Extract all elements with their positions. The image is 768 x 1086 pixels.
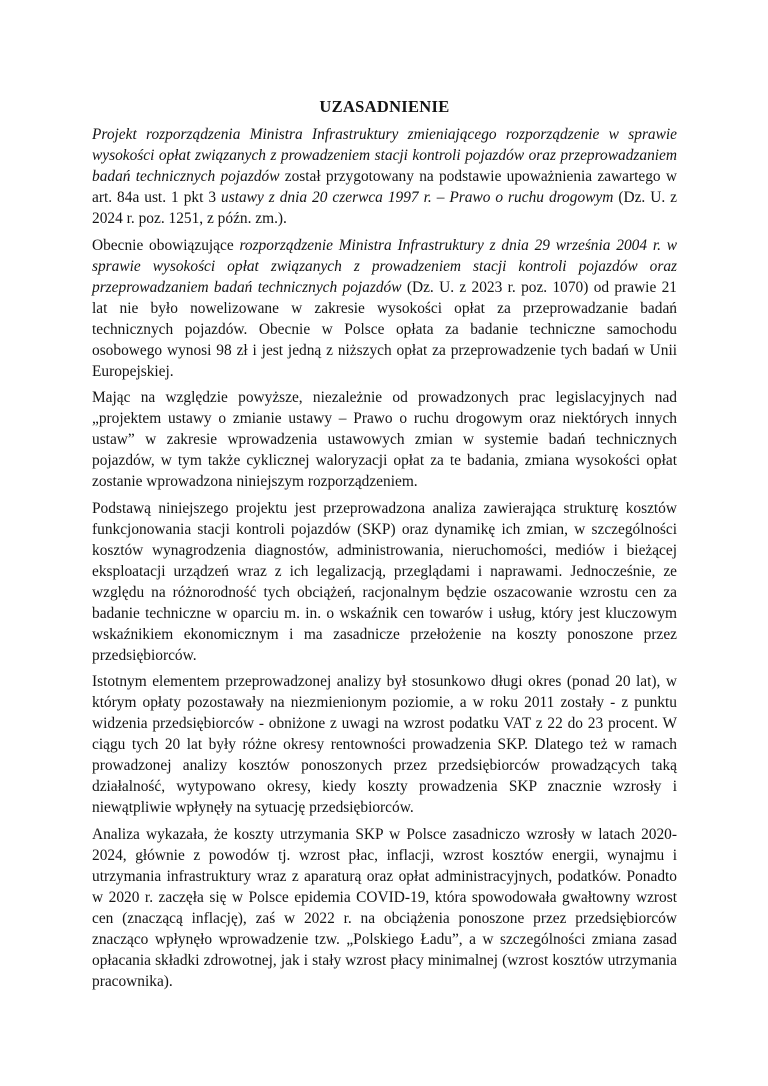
text-run: rozporządzenie Ministra Infrastruktury z dnia 29 września 2004 r. w sprawie wysokości opłat związanych z prowadzeniem stacji kontroli pojazdów oraz przeprowadzaniem badań technicznych pojazdów [92, 236, 678, 296]
text-run: (Dz. U. z 2024 r. poz. 1251, z późn. zm.). [92, 189, 677, 227]
text-run: Mając na względzie powyższe, niezależnie od prowadzonych prac legislacyjnych nad „projektem ustawy o zmianie ustawy – Prawo o ruchu drogowym oraz niektórych innych ustaw” w zakresie wprowadzenia ustawowych zmian w systemie badań technicznych pojazdów, w tym także cyklicznej waloryzacji opłat za te badania, zmiana wysokości opłat zostanie wprowadzona niniejszym rozporządzeniem. [92, 389, 677, 490]
paragraph-1 [92, 124, 677, 229]
paragraph-6 [92, 824, 677, 992]
text-run: (Dz. U. z 2023 r. poz. 1070) od prawie 21 lat nie było nowelizowane w zakresie wysokości opłat za przeprowadzanie badań technicznych pojazdów. Obecnie w Polsce opłata za badanie techniczne samochodu osobowego wynosi 98 zł i jest jedną z niższych opłat za przeprowadzenie tych badań w Unii Europejskiej. [92, 278, 677, 380]
text-run: Istotnym elementem przeprowadzonej analizy był stosunkowo długi okres (ponad 20 lat), w którym opłaty pozostawały na niezmienionym poziomie, a w roku 2011 zostały - z punktu widzenia przedsiębiorców - obniżone z uwagi na wzrost podatku VAT z 22 do 23 procent. W ciągu tych 20 lat były różne okresy rentowności prowadzenia SKP. Dlatego też w ramach prowadzonej analizy kosztów ponoszonych przez przedsiębiorców prowadzących taką działalność, wytypowano okresy, kiedy koszty prowadzenia SKP znacznie wzrosły i niewątpliwie wpłynęły na sytuację przedsiębiorców. [92, 673, 677, 816]
paragraph-5 [92, 671, 677, 818]
paragraph-3 [92, 387, 677, 492]
text-run: został przygotowany na podstawie upoważnienia zawartego w art. 84a ust. 1 pkt 3 [92, 168, 677, 206]
document-title: UZASADNIENIE [319, 97, 450, 116]
text-run: Projekt rozporządzenia Ministra Infrastruktury zmieniającego rozporządzenie w sprawie wysokości opłat związanych z prowadzeniem stacji kontroli pojazdów oraz przeprowadzaniem badań technicznych pojazdów [92, 126, 677, 185]
text-run: Analiza wykazała, że koszty utrzymania SKP w Polsce zasadniczo wzrosły w latach 2020-2024, głównie z powodów tj. wzrost płac, inflacji, wzrost kosztów energii, wynajmu i utrzymania infrastruktury wraz z aparaturą oraz opłat administracyjnych, podatków. Ponadto w 2020 r. zaczęła się w Polsce epidemia COVID-19, która spowodowała gwałtowny wzrost cen (znaczącą inflację), zaś w 2022 r. na obciążenia ponoszone przez przedsiębiorców znacząco wpłynęło wprowadzenie tzw. „Polskiego Ładu”, a w szczególności zmiana zasad opłacania składki zdrowotnej, jak i stały wzrost płacy minimalnej (wzrost kosztów utrzymania pracownika). [92, 825, 677, 990]
paragraph-4 [92, 498, 677, 666]
text-run: Podstawą niniejszego projektu jest przeprowadzona analiza zawierająca strukturę kosztów funkcjonowania stacji kontroli pojazdów (SKP) oraz dynamikę ich zmian, w szczególności kosztów wynagrodzenia diagnostów, administrowania, nieruchomości, mediów i bieżącej eksploatacji urządzeń wraz z ich legalizacją, przeglądami i naprawami. Jednocześnie, ze względu na różnorodność tych obciążeń, racjonalnym będzie oszacowanie wzrostu cen za badanie techniczne w oparciu m. in. o wskaźnik cen towarów i usług, który jest kluczowym wskaźnikiem ekonomicznym i ma zasadnicze przełożenie na koszty ponoszone przez przedsiębiorców. [92, 499, 677, 664]
text-run: ustawy z dnia 20 czerwca 1997 r. – Prawo o ruchu drogowym [221, 189, 614, 206]
text-run: Obecnie obowiązujące [92, 236, 240, 254]
paragraph-2 [92, 235, 677, 382]
